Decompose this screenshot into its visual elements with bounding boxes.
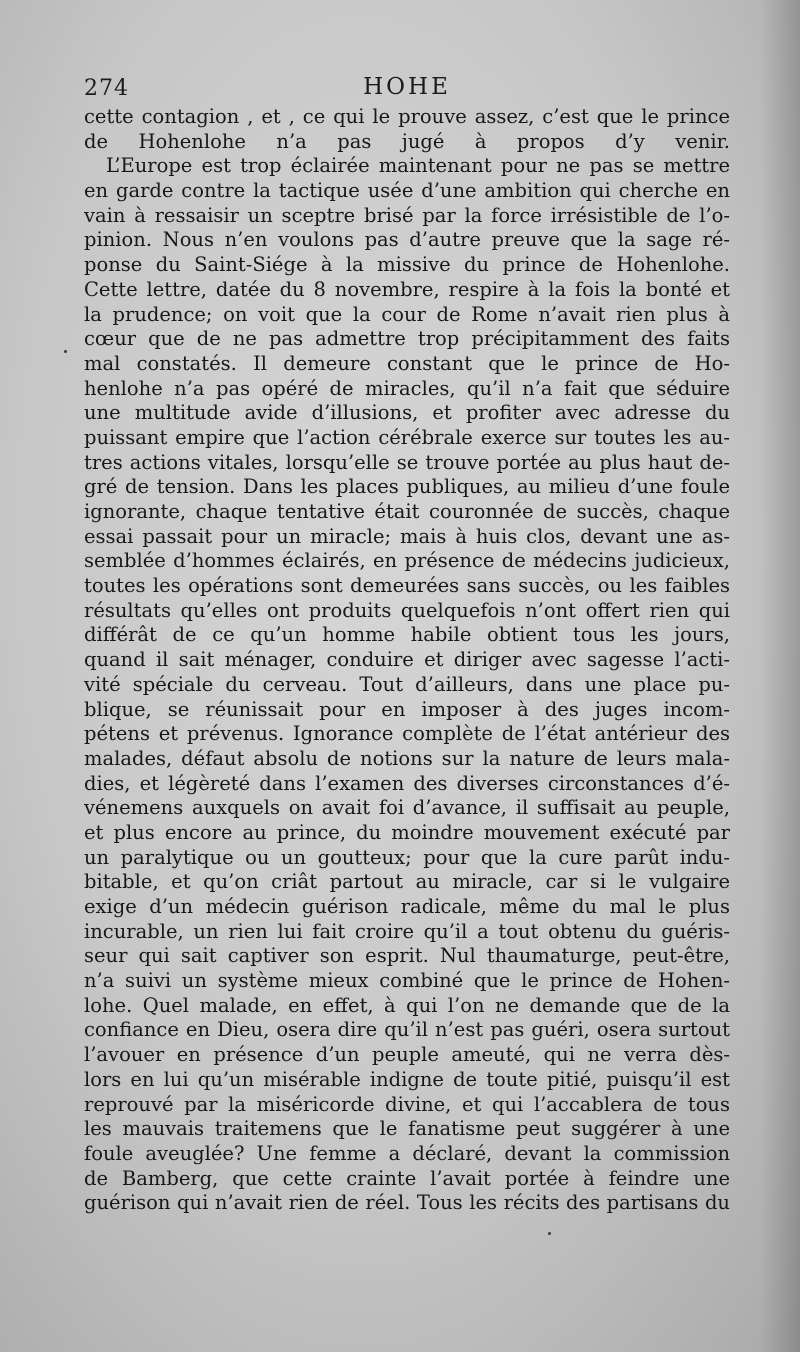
- text-line: tres actions vitales, lorsqu’elle se trouve portée au plus haut de-: [84, 450, 730, 474]
- text-line: quand il sait ménager, conduire et diriger avec sagesse l’acti-: [84, 648, 730, 672]
- text-line: henlohe n’a pas opéré de miracles, qu’il n’a fait que séduire: [84, 376, 730, 400]
- text-line: vain à ressaisir un sceptre brisé par la force irrésistible de l’o-: [84, 203, 730, 227]
- text-line: L’Europe est trop éclairée maintenant pour ne pas se mettre: [106, 154, 730, 178]
- text-line: foule aveuglée? Une femme a déclaré, devant la commission: [84, 1141, 730, 1165]
- text-line: pinion. Nous n’en voulons pas d’autre preuve que la sage ré-: [84, 228, 730, 252]
- paper-speck: [64, 350, 67, 353]
- page-number: 274: [84, 76, 129, 101]
- text-line: et plus encore au prince, du moindre mouvement exécuté par: [84, 820, 730, 844]
- text-line: lors en lui qu’un misérable indigne de toute pitié, puisqu’il est: [84, 1067, 730, 1091]
- text-line: blique, se réunissait pour en imposer à des juges incom-: [84, 697, 730, 721]
- text-line: n’a suivi un système mieux combiné que le prince de Hohen-: [84, 969, 730, 993]
- text-line: mal constatés. Il demeure constant que le prince de Ho-: [84, 351, 730, 375]
- text-line: lohe. Quel malade, en effet, à qui l’on ne demande que de la: [84, 993, 730, 1017]
- text-line: guérison qui n’avait rien de réel. Tous les récits des partisans du: [84, 1191, 730, 1215]
- text-line: en garde contre la tactique usée d’une ambition qui cherche en: [84, 179, 730, 203]
- text-line: ponse du Saint-Siége à la missive du prince de Hohenlohe.: [84, 253, 730, 277]
- text-line: exige d’un médecin guérison radicale, même du mal le plus: [84, 895, 730, 918]
- text-line: les mauvais traitemens que le fanatisme peut suggérer à une: [84, 1117, 730, 1141]
- text-line: gré de tension. Dans les places publiques, au milieu d’une foule: [84, 475, 730, 499]
- text-line: l’avouer en présence d’un peuple ameuté, qui ne verra dès-: [84, 1043, 730, 1067]
- text-line: résultats qu’elles ont produits quelquefois n’ont offert rien qui: [84, 598, 730, 622]
- text-line: malades, défaut absolu de notions sur la nature de leurs mala-: [84, 746, 730, 770]
- page-edge-shadow: [760, 0, 800, 1352]
- text-line: bitable, et qu’on criât partout au miracle, car si le vulgaire: [84, 870, 730, 894]
- text-line: cette contagion , et , ce qui le prouve assez, c’est que le prince: [84, 105, 730, 128]
- page-header: [84, 72, 730, 106]
- running-head: HOHE: [363, 74, 451, 100]
- text-line: une multitude avide d’illusions, et profiter avec adresse du: [84, 401, 730, 425]
- text-line: de Bamberg, que cette crainte l’avait portée à feindre une: [84, 1166, 730, 1190]
- text-line: reprouvé par la miséricorde divine, et qui l’accablera de tous: [84, 1092, 730, 1116]
- paper-speck: [548, 1232, 551, 1235]
- text-line: puissant empire que l’action cérébrale exerce sur toutes les au-: [84, 425, 730, 449]
- text-line: toutes les opérations sont demeurées sans succès, ou les faibles: [84, 574, 730, 598]
- text-line: Cette lettre, datée du 8 novembre, respire à la fois la bonté et: [84, 277, 730, 301]
- text-line: confiance en Dieu, osera dire qu’il n’est pas guéri, osera surtout: [84, 1018, 730, 1042]
- text-line: de Hohenlohe n’a pas jugé à propos d’y venir.: [84, 129, 730, 153]
- text-line: vénemens auxquels on avait foi d’avance, il suffisait au peuple,: [84, 796, 730, 820]
- text-line: ignorante, chaque tentative était couronnée de succès, chaque: [84, 500, 730, 523]
- text-line: vité spéciale du cerveau. Tout d’ailleurs, dans une place pu-: [84, 672, 730, 696]
- body-text: [84, 105, 730, 1216]
- text-line: seur qui sait captiver son esprit. Nul thaumaturge, peut-être,: [84, 944, 730, 968]
- text-line: incurable, un rien lui fait croire qu’il a tout obtenu du guéris-: [84, 919, 730, 943]
- text-line: dies, et légèreté dans l’examen des diverses circonstances d’é-: [84, 771, 730, 795]
- text-line: la prudence; on voit que la cour de Rome n’avait rien plus à: [84, 302, 730, 326]
- text-line: cœur que de ne pas admettre trop précipitamment des faits: [84, 327, 730, 351]
- text-line: essai passait pour un miracle; mais à huis clos, devant une as-: [84, 524, 730, 548]
- text-line: un paralytique ou un goutteux; pour que la cure parût indu-: [84, 845, 730, 869]
- text-line: différât de ce qu’un homme habile obtient tous les jours,: [84, 623, 730, 647]
- text-line: semblée d’hommes éclairés, en présence de médecins judicieux,: [84, 549, 730, 573]
- text-line: pétens et prévenus. Ignorance complète de l’état antérieur des: [84, 722, 730, 746]
